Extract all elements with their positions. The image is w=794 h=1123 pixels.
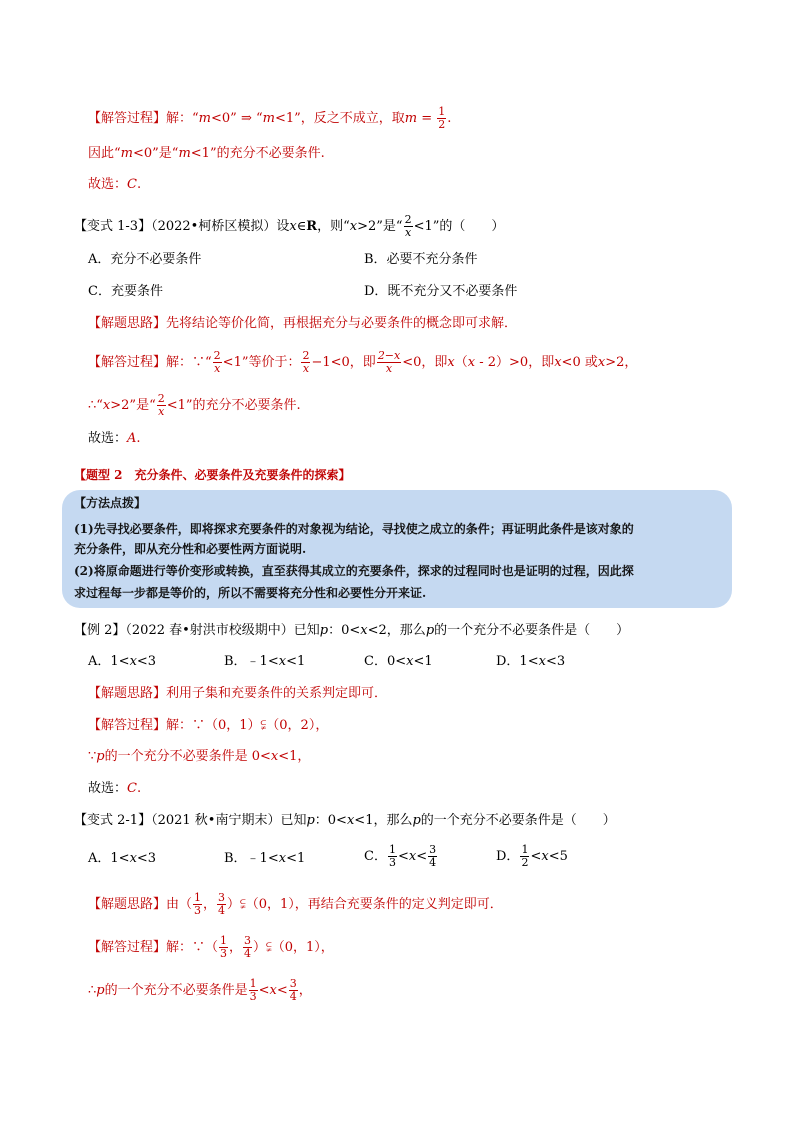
option-b: B．必要不充分条件: [364, 252, 478, 267]
method-tips-heading: 【方法点拨】: [74, 496, 147, 510]
answer-line: 故选：C.: [88, 781, 142, 796]
option-b: B．﹣1<x<1: [224, 654, 306, 669]
option-d: D．既不充分又不必要条件: [364, 284, 518, 299]
option-c: C．充要条件: [88, 284, 163, 299]
method-tips-box: 【方法点拨】 (1)先寻找必要条件，即将探求充要条件的对象视为结论，寻找使之成立的条件；再证明此条件是该对象的 充分条件，即从充分性和必要性两方面说明. (2)将原命题进行等价变形或转换，直至获得其成立的充要条件，探求的过程同时也是证明的过程，因此探 求过程每一步都是等价的，所以不需要将充分性和必要性分开来证.: [62, 490, 732, 608]
solution-process-line: 【解答过程】解：“m<0” ⇒ “m<1”，反之不成立，取m = $\frac{1}{2}$ .: [88, 105, 452, 131]
conclusion-line: ∴p的一个充分不必要条件是 $\frac{1}{3}$ <x< $\frac{3}{4}$ ，: [88, 977, 312, 1003]
answer-line: 故选：A.: [88, 431, 141, 446]
fraction: $\frac{1}{2}$: [438, 105, 446, 131]
example-2-question: 【例 2】（2022 春•射洪市校级期中）已知p：0<x<2，那么p的一个充分不必要条件是（ ）: [74, 623, 630, 638]
option-a: A．充分不必要条件: [88, 252, 202, 267]
option-c: C．0<x<1: [364, 654, 433, 669]
solution-process-line: 【解答过程】解：∵（0，1）⫋（0，2），: [88, 718, 329, 733]
solution-idea-line: 【解题思路】利用子集和充要条件的关系判定即可．: [88, 686, 388, 701]
conclusion-line: ∴“x>2”是“ $\frac{2}{x}$ <1”的充分不必要条件.: [88, 392, 301, 418]
option-a: A．1<x<3: [88, 654, 157, 669]
variant-1-3-question: 【变式 1-3】（2022•柯桥区模拟）设x∈R，则“x>2”是“ $\frac{2}{x}$ <1”的（ ）: [74, 213, 505, 239]
section-title: 【题型 2 充分条件、必要条件及充要条件的探索】: [74, 468, 351, 482]
option-d: D． $\frac{1}{2}$ <x<5: [496, 843, 568, 869]
option-b: B．﹣1<x<1: [224, 851, 306, 866]
answer-line: 故选：C.: [88, 177, 142, 192]
solution-process-line: 【解答过程】解：∵（ $\frac{1}{3}$ ， $\frac{3}{4}$ ）⫋（0，1），: [88, 934, 334, 960]
option-d: D．1<x<3: [496, 654, 566, 669]
option-c: C． $\frac{1}{3}$ <x< $\frac{3}{4}$: [364, 843, 437, 869]
fraction: $\frac{2}{x}$: [404, 213, 412, 239]
conclusion-line: ∵p的一个充分不必要条件是 0<x<1，: [88, 749, 311, 764]
conclusion-line: 因此“m<0”是“m<1”的充分不必要条件.: [88, 146, 325, 161]
solution-idea-line: 【解题思路】由（ $\frac{1}{3}$ ， $\frac{3}{4}$ ）⫋（0，1），再结合充要条件的定义判定即可．: [88, 891, 503, 917]
variant-2-1-question: 【变式 2-1】（2021 秋•南宁期末）已知p：0<x<1，那么p的一个充分不必要条件是（ ）: [74, 813, 616, 828]
option-a: A．1<x<3: [88, 851, 157, 866]
solution-process-line: 【解答过程】解：∵“ $\frac{2}{x}$ <1”等价于： $\frac{2}{x}$ −1<0，即 $\frac{2-x}{x}$ <0，即x（x - 2）>0，即x<0 或x>2，: [88, 349, 638, 375]
solution-idea-line: 【解题思路】先将结论等价化简，再根据充分与必要条件的概念即可求解．: [88, 316, 518, 331]
